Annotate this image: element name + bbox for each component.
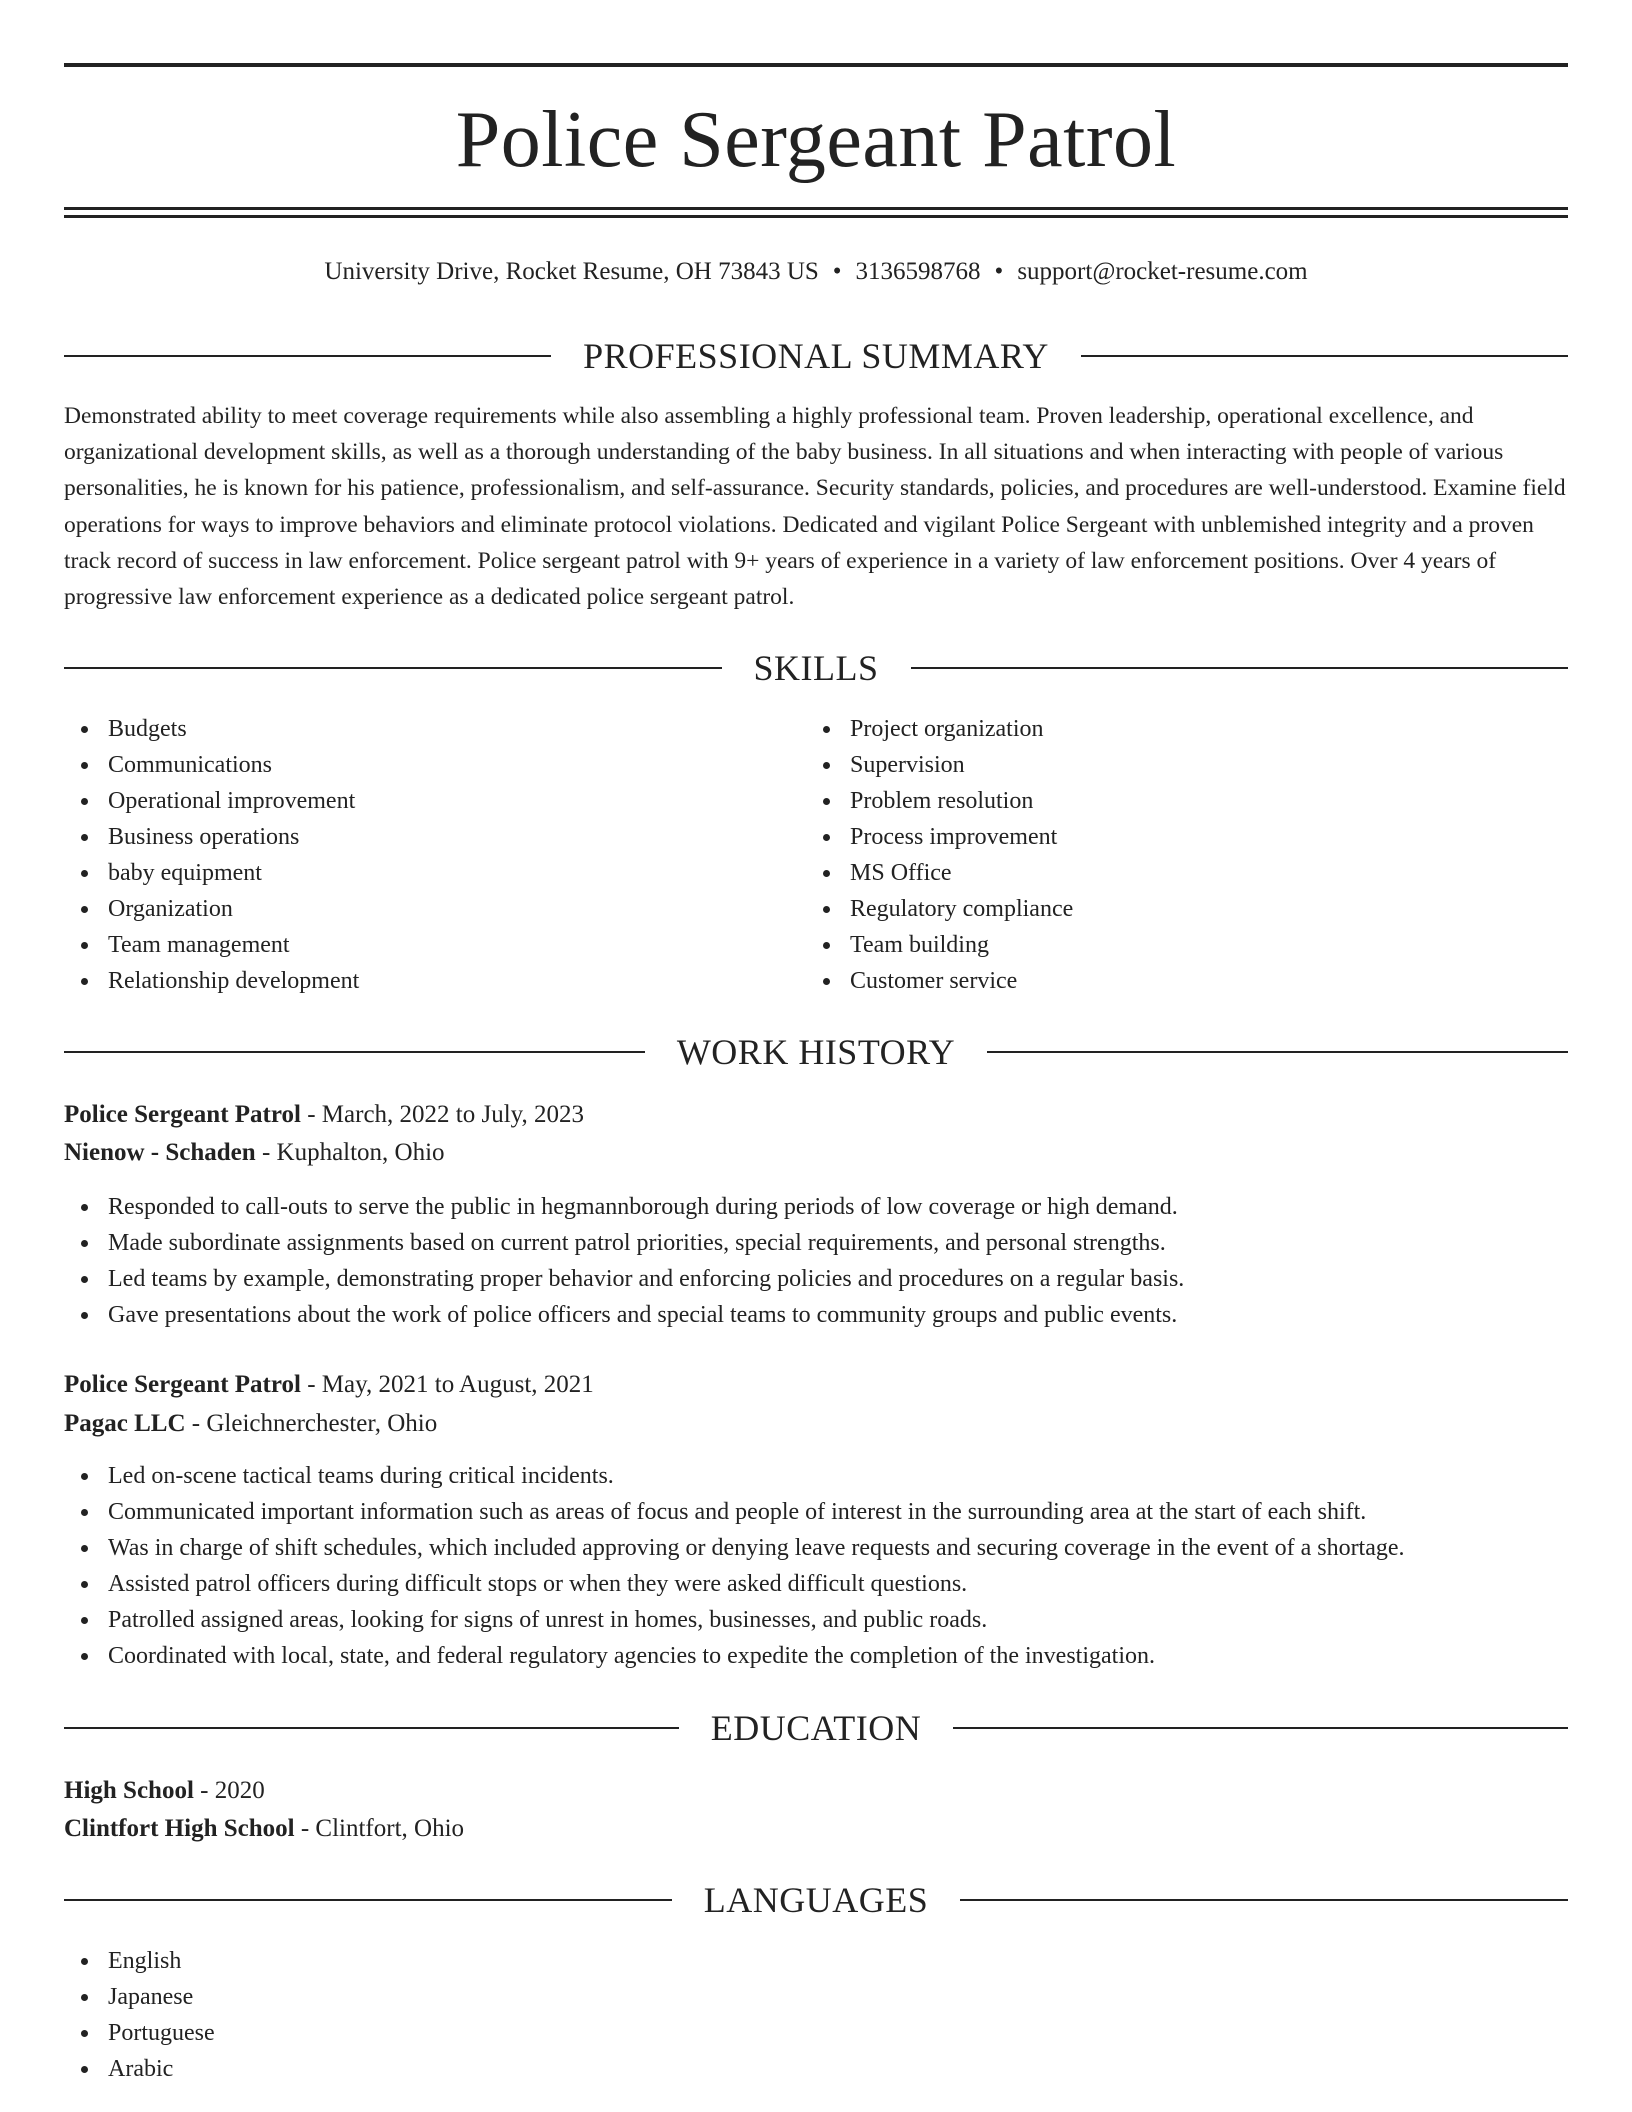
section-title-summary: PROFESSIONAL SUMMARY bbox=[583, 336, 1049, 376]
job-company-line bbox=[64, 1406, 1568, 1442]
section-title-skills: SKILLS bbox=[753, 648, 879, 688]
job-bullet: Responded to call-outs to serve the public in hegmannborough during periods of low coverage or high demand. bbox=[64, 1189, 1568, 1225]
section-header-education bbox=[64, 1705, 1568, 1751]
skill-item: Budgets bbox=[64, 711, 764, 747]
contact-separator: • bbox=[994, 258, 1004, 285]
education-school-line bbox=[64, 1811, 1568, 1847]
contact-email: support@rocket-resume.com bbox=[1017, 258, 1308, 285]
job-bullet: Assisted patrol officers during difficult stops or when they were asked difficult questions. bbox=[64, 1566, 1568, 1602]
contact-line bbox=[64, 254, 1568, 290]
resume-name: Police Sergeant Patrol bbox=[455, 96, 1177, 184]
job-bullet: Gave presentations about the work of police officers and special teams to community groups and public events. bbox=[64, 1297, 1568, 1333]
contact-separator: • bbox=[832, 258, 842, 285]
skill-item: Regulatory compliance bbox=[806, 891, 1506, 927]
divider bbox=[64, 1727, 679, 1729]
job-bullet: Patrolled assigned areas, looking for signs of unrest in homes, businesses, and public roads. bbox=[64, 1602, 1568, 1638]
divider bbox=[64, 1051, 645, 1053]
education-location: - Clintfort, Ohio bbox=[294, 1815, 465, 1842]
divider bbox=[64, 1899, 672, 1901]
education-degree-line bbox=[64, 1773, 1568, 1809]
skill-item: Communications bbox=[64, 747, 764, 783]
job-company: Nienow - Schaden bbox=[64, 1139, 256, 1166]
job-dates: - May, 2021 to August, 2021 bbox=[300, 1371, 594, 1398]
skill-item: Operational improvement bbox=[64, 783, 764, 819]
skill-item: Customer service bbox=[806, 963, 1506, 999]
job-bullet: Communicated important information such as areas of focus and people of interest in the surrounding area at the start of each shift. bbox=[64, 1494, 1568, 1530]
top-rule bbox=[64, 63, 1568, 67]
education-school: Clintfort High School bbox=[64, 1815, 295, 1842]
job-bullet: Was in charge of shift schedules, which included approving or denying leave requests and securing coverage in the event of a shortage. bbox=[64, 1530, 1568, 1566]
skill-item: Relationship development bbox=[64, 963, 764, 999]
divider bbox=[64, 667, 722, 669]
language-item: Portuguese bbox=[64, 2015, 1568, 2051]
language-item: Japanese bbox=[64, 1979, 1568, 2015]
job-bullet: Led teams by example, demonstrating proper behavior and enforcing policies and procedures on a regular basis. bbox=[64, 1261, 1568, 1297]
job-bullet: Coordinated with local, state, and federal regulatory agencies to expedite the completion of the investigation. bbox=[64, 1638, 1568, 1674]
section-header-work bbox=[64, 1029, 1568, 1075]
job-bullet: Made subordinate assignments based on current patrol priorities, special requirements, and personal strengths. bbox=[64, 1225, 1568, 1261]
divider bbox=[1081, 355, 1568, 357]
language-item: English bbox=[64, 1943, 1568, 1979]
skills-right-column bbox=[806, 711, 1506, 999]
skill-item: baby equipment bbox=[64, 855, 764, 891]
education-year: - 2020 bbox=[193, 1777, 265, 1804]
job-company-line bbox=[64, 1135, 1568, 1171]
job-dates: - March, 2022 to July, 2023 bbox=[300, 1101, 585, 1128]
section-title-languages: LANGUAGES bbox=[703, 1880, 929, 1920]
skill-item: Organization bbox=[64, 891, 764, 927]
skill-item: Process improvement bbox=[806, 819, 1506, 855]
job-title-line bbox=[64, 1097, 1568, 1133]
contact-phone: 3136598768 bbox=[855, 258, 981, 285]
divider bbox=[911, 667, 1569, 669]
job-location: - Gleichnerchester, Ohio bbox=[185, 1410, 438, 1437]
skill-item: Project organization bbox=[806, 711, 1506, 747]
job-location: - Kuphalton, Ohio bbox=[255, 1139, 445, 1166]
skills-left-column bbox=[64, 711, 764, 999]
education-degree: High School bbox=[64, 1777, 194, 1804]
section-title-education: EDUCATION bbox=[710, 1708, 922, 1748]
skill-item: MS Office bbox=[806, 855, 1506, 891]
double-rule bbox=[64, 207, 1568, 218]
divider bbox=[953, 1727, 1568, 1729]
divider bbox=[987, 1051, 1568, 1053]
skill-item: Business operations bbox=[64, 819, 764, 855]
language-item: Arabic bbox=[64, 2051, 1568, 2087]
section-header-summary bbox=[64, 333, 1568, 379]
job-role: Police Sergeant Patrol bbox=[64, 1371, 301, 1398]
skill-item: Supervision bbox=[806, 747, 1506, 783]
job-role: Police Sergeant Patrol bbox=[64, 1101, 301, 1128]
job-bullets bbox=[64, 1458, 1568, 1674]
skill-item: Problem resolution bbox=[806, 783, 1506, 819]
divider bbox=[960, 1899, 1568, 1901]
contact-address: University Drive, Rocket Resume, OH 73843 US bbox=[324, 258, 819, 285]
section-title-work: WORK HISTORY bbox=[676, 1032, 956, 1072]
divider bbox=[64, 355, 551, 357]
job-title-line bbox=[64, 1367, 1568, 1403]
job-bullet: Led on-scene tactical teams during critical incidents. bbox=[64, 1458, 1568, 1494]
job-company: Pagac LLC bbox=[64, 1410, 186, 1437]
job-bullets bbox=[64, 1189, 1568, 1333]
section-header-languages bbox=[64, 1877, 1568, 1923]
section-header-skills bbox=[64, 645, 1568, 691]
summary-text: Demonstrated ability to meet coverage requirements while also assembling a highly professional team. Proven leadership, operational excellence, and organizational development skills, as well as a thorough understanding of the baby business. In all situations and when interacting with people of various personalities, he is known for his patience, professionalism, and self-assurance. Security standards, policies, and procedures are well-understood. Examine field operations for ways to improve behaviors and eliminate protocol violations. Dedicated and vigilant Police Sergeant with unblemished integrity and a proven track record of success in law enforcement. Police sergeant patrol with 9+ years of experience in a variety of law enforcement positions. Over 4 years of progressive law enforcement experience as a dedicated police sergeant patrol. bbox=[64, 403, 1566, 611]
languages-list bbox=[64, 1943, 1568, 2087]
skill-item: Team management bbox=[64, 927, 764, 963]
skill-item: Team building bbox=[806, 927, 1506, 963]
